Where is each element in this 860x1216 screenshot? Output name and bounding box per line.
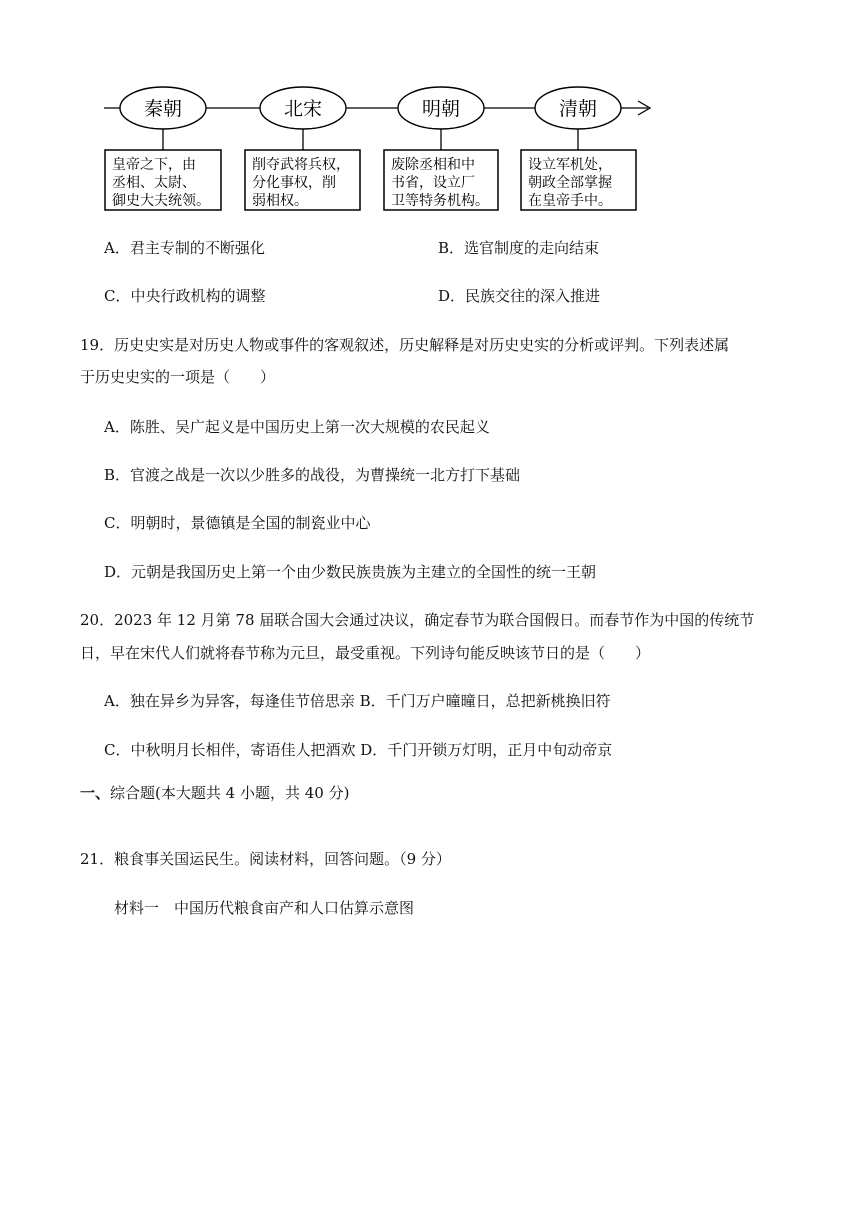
era-label: 明朝 bbox=[421, 98, 461, 120]
era-desc-line: 废除丞相和中 bbox=[391, 157, 475, 173]
era-desc-line: 皇帝之下，由 bbox=[112, 157, 196, 173]
q18-option-c: C．中央行政机构的调整 bbox=[104, 287, 266, 305]
q21-material-caption: 材料一 中国历代粮食亩产和人口估算示意图 bbox=[114, 899, 415, 917]
era-desc-line: 削夺武将兵权， bbox=[252, 157, 350, 173]
q18-option-b: B．选官制度的走向结束 bbox=[438, 239, 600, 257]
q18-option-a: A．君主专制的不断强化 bbox=[104, 239, 265, 257]
q19-option-b: B．官渡之战是一次以少胜多的战役，为曹操统一北方打下基础 bbox=[104, 466, 521, 484]
section-heading bbox=[80, 782, 349, 804]
era-desc-line: 在皇帝手中。 bbox=[528, 193, 612, 209]
q18-option-d: D．民族交往的深入推进 bbox=[438, 287, 601, 305]
era-desc-line: 分化事权，削 bbox=[252, 175, 336, 191]
section-title: 综合题(本大题共 4 小题，共 40 分) bbox=[110, 784, 350, 802]
era-desc-line: 丞相、太尉、 bbox=[112, 175, 196, 191]
era-desc-line: 朝政全部掌握 bbox=[528, 175, 612, 191]
q20-stem-line2: 日，早在宋代人们就将春节称为元旦，最受重视。下列诗句能反映该节日的是（ ） bbox=[80, 644, 651, 662]
section-number: 一、 bbox=[80, 784, 111, 802]
q19-stem-line2: 于历史史实的一项是（ ） bbox=[80, 368, 276, 386]
q19-stem-line1: 19．历史史实是对历史人物或事件的客观叙述，历史解释是对历史史实的分析或评判。下列表述属 bbox=[80, 336, 730, 354]
era-desc-line: 设立军机处， bbox=[528, 157, 612, 173]
era-desc-line: 卫等特务机构。 bbox=[391, 193, 489, 209]
q20-options-cd: C．中秋明月长相伴，寄语佳人把酒欢 D．千门开锁万灯明，正月中旬动帝京 bbox=[104, 741, 613, 759]
era-desc-line: 御史大夫统领。 bbox=[112, 193, 210, 209]
era-label: 秦朝 bbox=[143, 98, 183, 120]
q19-option-a: A．陈胜、吴广起义是中国历史上第一次大规模的农民起义 bbox=[104, 418, 490, 436]
era-label: 清朝 bbox=[558, 98, 598, 120]
timeline-node-qing bbox=[521, 87, 636, 210]
q21-stem: 21．粮食事关国运民生。阅读材料，回答问题。（9 分） bbox=[80, 850, 451, 868]
dynasty-timeline bbox=[0, 0, 860, 220]
era-desc-line: 弱相权。 bbox=[252, 193, 308, 209]
timeline-node-beisong bbox=[245, 87, 360, 210]
q20-options-ab: A．独在异乡为异客，每逢佳节倍思亲 B．千门万户曈曈日，总把新桃换旧符 bbox=[104, 692, 611, 710]
q19-option-d: D．元朝是我国历史上第一个由少数民族贵族为主建立的全国性的统一王朝 bbox=[104, 563, 597, 581]
q20-stem-line1: 20．2023 年 12 月第 78 届联合国大会通过决议，确定春节为联合国假日。而春节作为中国的传统节 bbox=[80, 611, 755, 629]
timeline-node-ming bbox=[384, 87, 498, 210]
timeline-node-qin bbox=[105, 87, 221, 210]
q19-option-c: C．明朝时，景德镇是全国的制瓷业中心 bbox=[104, 514, 371, 532]
era-label: 北宋 bbox=[283, 98, 323, 120]
era-desc-line: 书省，设立厂 bbox=[391, 175, 475, 191]
